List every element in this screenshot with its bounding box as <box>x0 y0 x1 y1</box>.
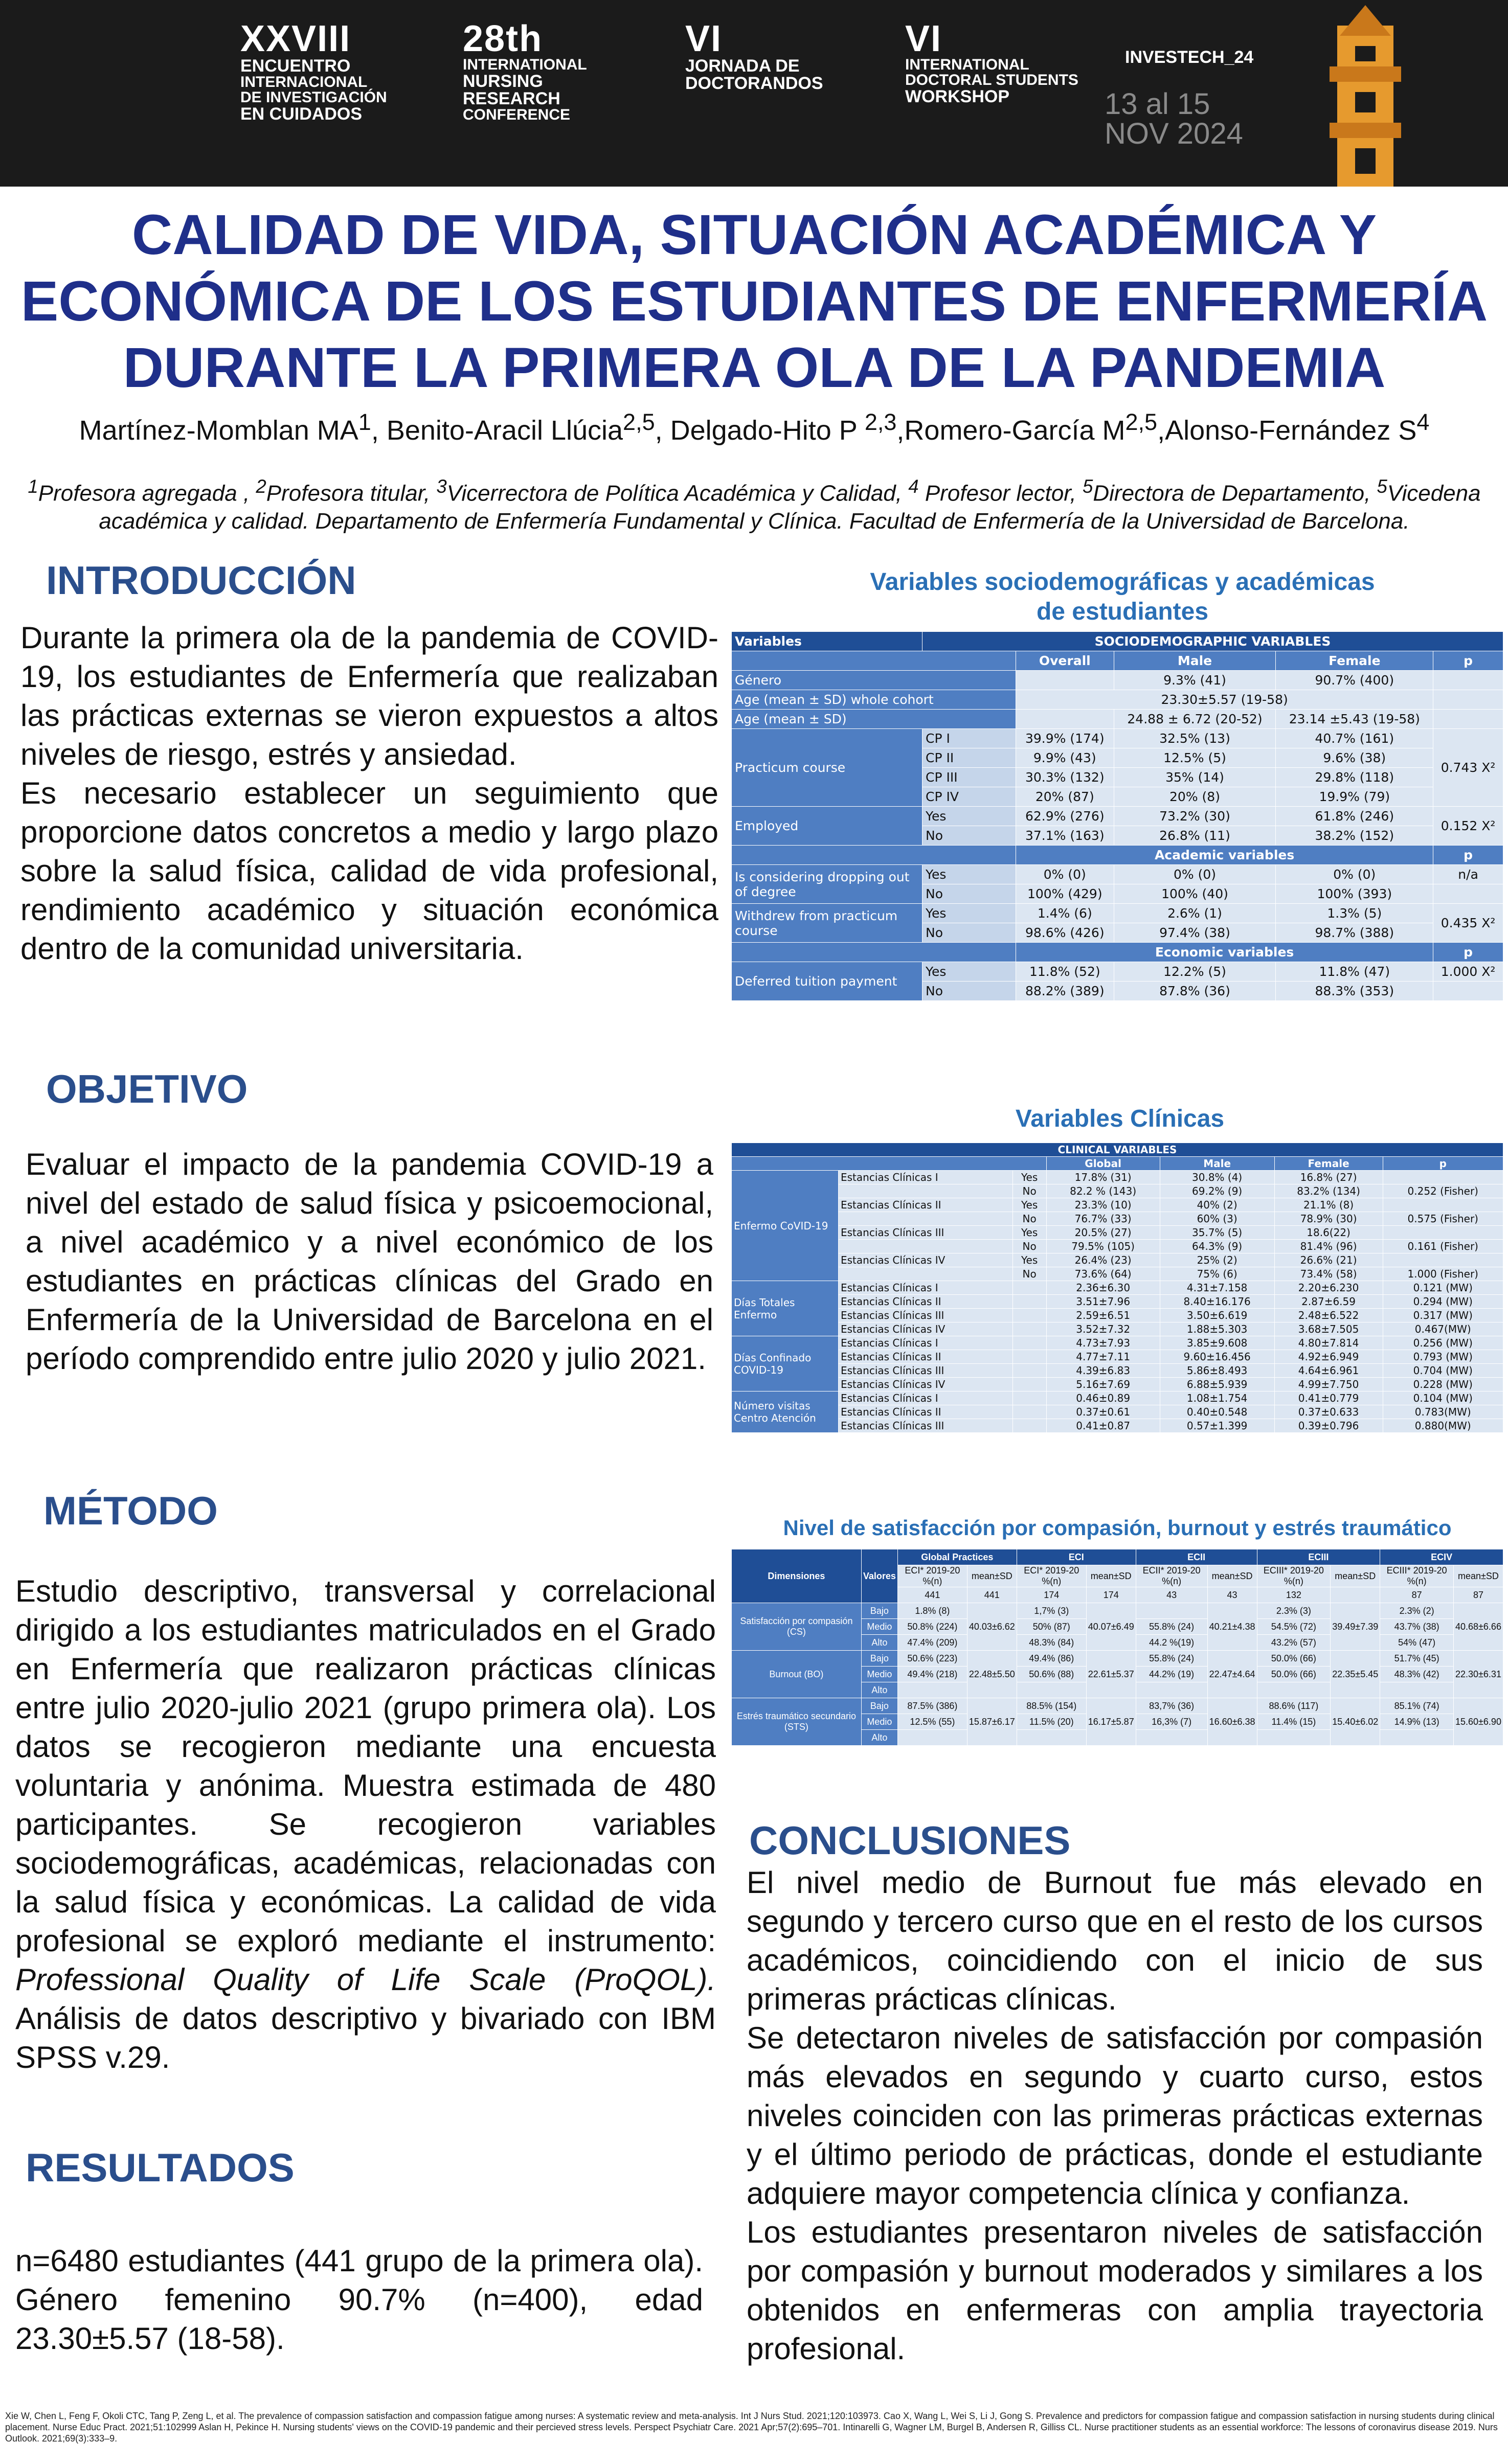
table-row: No 79.5% (105) 64.3% (9) 81.4% (96) 0.161 (Fisher) <box>732 1240 1503 1253</box>
conclusiones-heading: CONCLUSIONES <box>749 1818 1071 1863</box>
table-row: Practicum course CP I 39.9% (174) 32.5% (13) 40.7% (161) 0.743 X² <box>732 729 1503 748</box>
table-header: Male <box>1114 651 1276 671</box>
metodo-heading: MÉTODO <box>43 1488 218 1533</box>
table-row: Alto 47.4% (209) 48.3% (84) 44.2 %(19) 43.2% (57) 54% (47) <box>732 1635 1503 1651</box>
logo-jornada: VI JORNADA DE DOCTORANDOS <box>685 18 823 93</box>
logo-workshop: VI INTERNATIONAL DOCTORAL STUDENTS WORKSHOP <box>905 18 1078 106</box>
table-row: Withdrew from practicum course Yes 1.4% (6) 2.6% (1) 1.3% (5) 0.435 X² <box>732 904 1503 923</box>
table-row: Medio 49.4% (218) 50.6% (88) 44.2% (19) 50.0% (66) 48.3% (42) <box>732 1667 1503 1682</box>
intro-heading: INTRODUCCIÓN <box>46 558 356 603</box>
references: Xie W, Chen L, Feng F, Okoli CTC, Tang P, Zeng L, et al. The prevalence of compassion satisfaction and compassion fatigue among nurses: A systematic review and meta-analysis. Int J Nurs Stud. 2021;120:103973. Cao X, Wang L, Wei S, Li J, Gong S. Prevalence and predictors for compassion fatigue and compassion satisfaction in nursing students during clinical placement. Nurse Educ Pract. 2021;51:102999 Aslan H, Pekince H. Nursing students' views on the COVID-19 pandemic and their percieved stress levels. Perspect Psychiatr Care. 2021 Apr;57(2):695–701. Intinarelli G, Wagner LM, Burgel B, Andersen R, Gilliss CL. Nurse practitioner students as an essential workforce: The lessons of coronavirus disease 2019. Nurs Outlook. 2021;69(3):333–9. <box>5 2411 1498 2444</box>
table-row: Estancias Clínicas IV Yes 26.4% (23) 25% (2) 26.6% (21) <box>732 1253 1503 1267</box>
table-row: Medio 50.8% (224) 50% (87) 55.8% (24) 54.5% (72) 43.7% (38) <box>732 1619 1503 1635</box>
table1-caption: Variables sociodemográficas y académicas de estudiantes <box>870 568 1375 625</box>
table-row: Estancias Clínicas II 3.51±7.96 8.40±16.176 2.87±6.59 0.294 (MW) <box>732 1295 1503 1309</box>
table-row: Alto <box>732 1730 1503 1746</box>
header-banner <box>0 0 1508 187</box>
proqol-table: Dimensiones Valores Global Practices ECI ECII ECIII ECIV ECI* 2019-20 %(n) mean±SD ECI* 2019-20 %(n) mean±SD ECII* 2019-20 %(n) mean±SD ECIII* 2019-20 %(n) mean±SD ECIII* 2019-20 %(n) mean±SD 441 441 174 174 43 43 132 87 87 Satisfacción por compasión (CS) Bajo 1.8% (8) 40.03±6.62 1,7% (3) 40.07±6.49 40.21±4.38 2.3% (3) 39.49±7.39 2.3% (2) 40.68±6.66 Medio 50.8% (224) 50% (87) 55.8% (24) 54.5% (72) 43.7% (38) Alto 47.4% (209) 48.3% (84) 44.2 %(19) 43.2% (57) 54% (47) Burnout (BO) Bajo 50.6% (223) 22.48±5.50 49.4% (86) 22.61±5.37 55.8% (24) 22.47±4.64 50.0% (66) 22.35±5.45 51.7% (45) 22.30±6.31 Medio 49.4% (218) 50.6% (88) 44.2% (19) 50.0% (66) 48.3% (42) Alto Estrés traumático secundario (STS) Bajo 87.5% (386) 15.87±6.17 88.5% (154) 16.17±5.87 83,7% (36) 16.60±6.38 88.6% (117) 15.40±6.02 85.1% (74) 15.60±6.90 Medio 12.5% (55) 11.5% (20) 16,3% (7) 11.4% (15) 14.9% (13) Alto <box>731 1549 1503 1746</box>
table-row: Estancias Clínicas III 4.39±6.83 5.86±8.493 4.64±6.961 0.704 (MW) <box>732 1364 1503 1378</box>
affiliations: $^1$Profesora agregada , $^2$Profesora titular, $^3$Vicerrectora de Política Académica y Calidad, $^4$ Profesor lector, $^5$Directora de Departamento, $^5$Vicedena académica y calidad. Departamento de Enfermería Fundamental y Clínica. Facultad de Enfermería de la Universidad de Barcelona. <box>28 476 1481 534</box>
table-row: Días Totales Enfermo Estancias Clínicas I 2.36±6.30 4.31±7.158 2.20±6.230 0.121 (MW) <box>732 1281 1503 1295</box>
table-header: p <box>1383 1157 1503 1171</box>
poster-title: CALIDAD DE VIDA, SITUACIÓN ACADÉMICA Y ECONÓMICA DE LOS ESTUDIANTES DE ENFERMERÍA DURANTE LA PRIMERA OLA DE LA PANDEMIA <box>20 203 1488 399</box>
table-header: SOCIODEMOGRAPHIC VARIABLES <box>922 632 1503 651</box>
table-row: Estancias Clínicas IV 3.52±7.32 1.88±5.303 3.68±7.505 0.467(MW) <box>732 1322 1503 1336</box>
table-row: CP IV 20% (87) 20% (8) 19.9% (79) <box>732 787 1503 807</box>
table-header: Variables <box>732 632 922 651</box>
event-dates: 13 al 15 NOV 2024 <box>1105 87 1243 150</box>
table-row: No 76.7% (33) 60% (3) 78.9% (30) 0.575 (Fisher) <box>732 1212 1503 1226</box>
table-header: Global <box>1046 1157 1160 1171</box>
table-row: No 82.2 % (143) 69.2% (9) 83.2% (134) 0.252 (Fisher) <box>732 1184 1503 1198</box>
resultados-heading: RESULTADOS <box>26 2145 295 2190</box>
intro-text: Durante la primera ola de la pandemia de COVID-19, los estudiantes de Enfermería que realizaban las prácticas externas se vieron expuestos a altos niveles de riesgo, estrés y ansiedad. Es necesario establecer un seguimiento que proporcione datos concretos a medio y largo plazo sobre la salud física, calidad de vida profesional, rendimiento académico y situación económica dentro de la comunidad universitaria. <box>20 621 718 966</box>
sociodemographic-table: Variables SOCIODEMOGRAPHIC VARIABLES Overall Male Female p Género 9.3% (41) 90.7% (400) Age (mean ± SD) whole cohort 23.30±5.57 (19-58) Age (mean ± SD) 24.88 ± 6.72 (20-52) 23.14 ±5.43 (19-58) Practicum course CP I 39.9% (174) 32.5% (13) 40.7% (161) 0.743 X² CP II 9.9% (43) 12.5% (5) 9.6% (38) CP III 30.3% (132) 35% (14) 29.8% (118) CP IV 20% (87) 20% (8) 19.9% (79) Employed Yes 62.9% (276) 73.2% (30) 61.8% (246) 0.152 X² No 37.1% (163) 26.8% (11) 38.2% (152) Academic variables p Is considering dropping out of degree Yes 0% (0) 0% (0) 0% (0) n/a No 100% (429) 100% (40) 100% (393) Withdrew from practicum course Yes 1.4% (6) 2.6% (1) 1.3% (5) 0.435 X² No 98.6% (426) 97.4% (38) 98.7% (388) Economic variables p Deferred tuition payment Yes 11.8% (52) 12.2% (5) 11.8% (47) 1.000 X² No 88.2% (389) 87.8% (36) 88.3% (353) <box>731 631 1503 1001</box>
table-row: Medio 12.5% (55) 11.5% (20) 16,3% (7) 11.4% (15) 14.9% (13) <box>732 1714 1503 1730</box>
table-row: No 98.6% (426) 97.4% (38) 98.7% (388) <box>732 923 1503 943</box>
table-row: Estancias Clínicas III 0.41±0.87 0.57±1.399 0.39±0.796 0.880(MW) <box>732 1419 1503 1433</box>
metodo-text: Estudio descriptivo, transversal y correlacional dirigido a los estudiantes matriculados en el Grado en Enfermería que realizaron prácticas clínicas entre julio 2020-julio 2021 (grupo primera ola). Los datos se recogieron mediante una encuesta voluntaria y anónima. Muestra estimada de 480 participantes. Se recogieron variables sociodemográficas, académicas, relacionadas con la salud física y económicas. La calidad de vida profesional se exploró mediante el instrumento: Professional Quality of Life Scale (ProQOL). Análisis de datos descriptivo y bivariado con IBM SPSS v.29. <box>15 1574 716 2074</box>
table-row: No 88.2% (389) 87.8% (36) 88.3% (353) <box>732 982 1503 1001</box>
clinical-variables-table <box>731 1143 1503 1433</box>
table-row: No 73.6% (64) 75% (6) 73.4% (58) 1.000 (Fisher) <box>732 1267 1503 1281</box>
table-row: Estancias Clínicas IV 5.16±7.69 6.88±5.939 4.99±7.750 0.228 (MW) <box>732 1378 1503 1391</box>
table-row: Age (mean ± SD) 24.88 ± 6.72 (20-52) 23.14 ±5.43 (19-58) <box>732 710 1503 729</box>
table-row: Is considering dropping out of degree Yes 0% (0) 0% (0) 0% (0) n/a <box>732 865 1503 884</box>
table-header: Female <box>1274 1157 1383 1171</box>
table2-caption: Variables Clínicas <box>1015 1105 1225 1132</box>
table-row: Age (mean ± SD) whole cohort 23.30±5.57 (19-58) <box>732 690 1503 710</box>
table-row: Estancias Clínicas II 0.37±0.61 0.40±0.548 0.37±0.633 0.783(MW) <box>732 1405 1503 1419</box>
table-row: Estancias Clínicas II Yes 23.3% (10) 40% (2) 21.1% (8) <box>732 1198 1503 1212</box>
section-header: Academic variables <box>1016 846 1433 865</box>
table-header: Male <box>1160 1157 1274 1171</box>
table-row: Employed Yes 62.9% (276) 73.2% (30) 61.8% (246) 0.152 X² <box>732 807 1503 826</box>
table-row: Burnout (BO) Bajo 50.6% (223) 22.48±5.50 49.4% (86) 22.61±5.37 55.8% (24) 22.47±4.64 50.0% (66) 22.35±5.45 51.7% (45) 22.30±6.31 <box>732 1651 1503 1667</box>
table-row: Número visitas Centro Atención Estancias Clínicas I 0.46±0.89 1.08±1.754 0.41±0.779 0.104 (MW) <box>732 1391 1503 1405</box>
logo-encuentro: XXVIII ENCUENTRO INTERNACIONAL DE INVESTIGACIÓN EN CUIDADOS <box>240 18 387 124</box>
table-header: p <box>1433 651 1503 671</box>
table-row: CP III 30.3% (132) 35% (14) 29.8% (118) <box>732 768 1503 787</box>
table-row: Género 9.3% (41) 90.7% (400) <box>732 671 1503 690</box>
table-header: Female <box>1276 651 1433 671</box>
table-row: Deferred tuition payment Yes 11.8% (52) 12.2% (5) 11.8% (47) 1.000 X² <box>732 962 1503 982</box>
table-row: Enfermo CoVID-19 Estancias Clínicas I Yes 17.8% (31) 30.8% (4) 16.8% (27) <box>732 1171 1503 1184</box>
table-row: Estrés traumático secundario (STS) Bajo 87.5% (386) 15.87±6.17 88.5% (154) 16.17±5.87 83,7% (36) 16.60±6.38 88.6% (117) 15.40±6.02 85.1% (74) 15.60±6.90 <box>732 1698 1503 1714</box>
table-row: Días Confinado COVID-19 Estancias Clínicas I 4.73±7.93 3.85±9.608 4.80±7.814 0.256 (MW) <box>732 1336 1503 1350</box>
table-header: CLINICAL VARIABLES <box>732 1143 1503 1157</box>
table-row: No 37.1% (163) 26.8% (11) 38.2% (152) <box>732 826 1503 846</box>
table-row: Alto <box>732 1682 1503 1698</box>
table-row: CP II 9.9% (43) 12.5% (5) 9.6% (38) <box>732 748 1503 768</box>
table-row: Estancias Clínicas III Yes 20.5% (27) 35.7% (5) 18.6(22) <box>732 1226 1503 1240</box>
table-header: Overall <box>1016 651 1114 671</box>
objetivo-heading: OBJETIVO <box>46 1066 248 1111</box>
table-row: Satisfacción por compasión (CS) Bajo 1.8% (8) 40.03±6.62 1,7% (3) 40.07±6.49 40.21±4.38 2.3% (3) 39.49±7.39 2.3% (2) 40.68±6.66 <box>732 1603 1503 1619</box>
authors: Martínez-Momblan $MA^1$, Benito-Aracil Llúcia$^{2,5}$, Delgado-Hito P $^{2,3}$,Romero-García M$^{2,5}$,Alonso-Fernández $S^4$ <box>79 409 1430 446</box>
objetivo-text: Evaluar el impacto de la pandemia COVID-19 a nivel del estado de salud física y psicoemocional, a nivel académico y a nivel económico de los estudiantes en prácticas clínicas del Grado en Enfermería de la Universidad de Barcelona en el período comprendido entre julio 2020 y julio 2021. <box>26 1147 713 1376</box>
logo-nursing-conference: 28th INTERNATIONAL NURSING RESEARCH CONFERENCE <box>463 18 587 123</box>
table3-caption: Nivel de satisfacción por compasión, burnout y estrés traumático <box>783 1516 1452 1540</box>
section-header: Economic variables <box>1016 943 1433 962</box>
table-row: Estancias Clínicas III 2.59±6.51 3.50±6.619 2.48±6.522 0.317 (MW) <box>732 1309 1503 1322</box>
conclusiones-text: El nivel medio de Burnout fue más elevado en segundo y tercero curso que en el resto de los cursos académicos, coincidiendo con el inicio de sus primeras prácticas clínicas. Se detectaron niveles de satisfacción por compasión más elevados en segundo y cuarto curso, estos niveles coinciden con las primeras prácticas externas y el último periodo de prácticas, donde el estudiante adquiere mayor competencia clínica y confianza. Los estudiantes presentaron niveles de satisfacción por compasión y burnout moderados y similares a los obtenidos en enfermeras con amplia trayectoria profesional. <box>747 1865 1483 2366</box>
logo-investech: INVESTECH_24 <box>1125 48 1254 67</box>
table-row: No 100% (429) 100% (40) 100% (393) <box>732 884 1503 904</box>
tower-illustration <box>1289 5 1442 187</box>
resultados-text: n=6480 estudiantes (441 grupo de la primera ola). Género femenino 90.7% (n=400), edad 23.30±5.57 (18-58). <box>15 2244 703 2356</box>
table-row: Estancias Clínicas II 4.77±7.11 9.60±16.456 4.92±6.949 0.793 (MW) <box>732 1350 1503 1364</box>
